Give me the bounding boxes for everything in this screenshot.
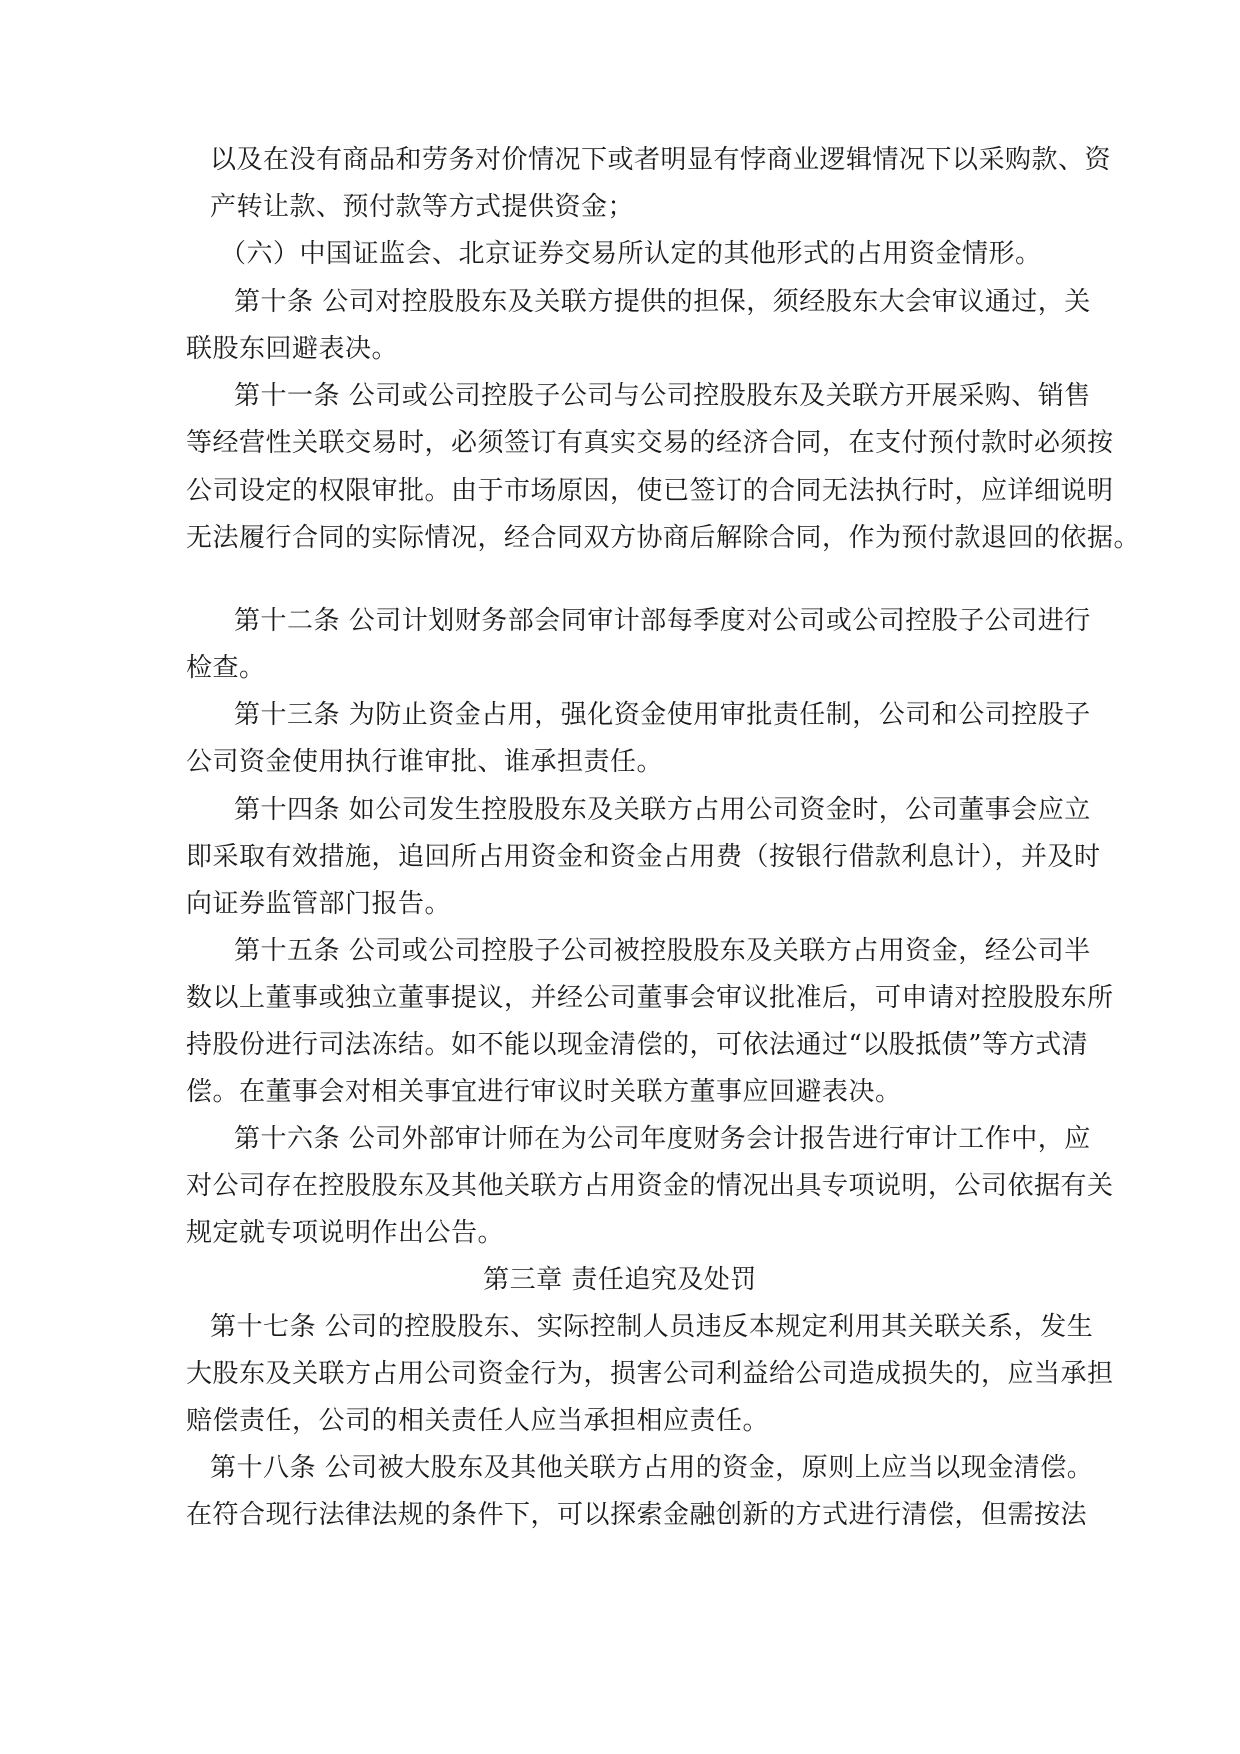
text-line: 联股东回避表决。 (186, 334, 399, 364)
text-line: 产转让款、预付款等方式提供资金； (210, 192, 635, 222)
text-line: 以及在没有商品和劳务对价情况下或者明显有悖商业逻辑情况下以采购款、资 (210, 145, 1112, 175)
text-line: 数以上董事或独立董事提议，并经公司董事会审议批准后，可申请对控股股东所 (186, 983, 1114, 1013)
text-line: 公司资金使用执行谁审批、谁承担责任。 (186, 747, 664, 777)
text-line: 无法履行合同的实际情况，经合同双方协商后解除合同，作为预付款退回的依据。 (186, 523, 1141, 553)
article-12-line: 第十二条 公司计划财务部会同审计部每季度对公司或公司控股子公司进行 (234, 606, 1091, 636)
text-line: 向证券监管部门报告。 (186, 889, 452, 919)
text-line: （六）中国证监会、北京证券交易所认定的其他形式的占用资金情形。 (220, 239, 1042, 269)
article-11-line: 第十一条 公司或公司控股子公司与公司控股股东及关联方开展采购、销售 (234, 381, 1091, 411)
text-line: 检查。 (186, 653, 266, 683)
article-15-line: 第十五条 公司或公司控股子公司被控股股东及关联方占用资金，经公司半 (234, 936, 1091, 966)
text-line: 大股东及关联方占用公司资金行为，损害公司利益给公司造成损失的，应当承担 (186, 1359, 1114, 1389)
article-10-line: 第十条 公司对控股股东及关联方提供的担保，须经股东大会审议通过，关 (234, 287, 1091, 317)
article-14-line: 第十四条 如公司发生控股股东及关联方占用公司资金时，公司董事会应立 (234, 795, 1091, 825)
text-line: 即采取有效措施，追回所占用资金和资金占用费（按银行借款利息计），并及时 (186, 842, 1101, 872)
article-13-line: 第十三条 为防止资金占用，强化资金使用审批责任制，公司和公司控股子 (234, 700, 1091, 730)
text-line: 偿。在董事会对相关事宜进行审议时关联方董事应回避表决。 (186, 1077, 902, 1107)
article-17-line: 第十七条 公司的控股股东、实际控制人员违反本规定利用其关联关系，发生 (210, 1312, 1094, 1342)
text-line: 对公司存在控股股东及其他关联方占用资金的情况出具专项说明，公司依据有关 (186, 1171, 1114, 1201)
text-line: 在符合现行法律法规的条件下，可以探索金融创新的方式进行清偿，但需按法 (186, 1500, 1088, 1530)
chapter-heading: 第三章 责任追究及处罚 (483, 1265, 757, 1295)
text-line: 持股份进行司法冻结。如不能以现金清偿的，可依法通过“以股抵债”等方式清 (186, 1030, 1089, 1060)
article-16-line: 第十六条 公司外部审计师在为公司年度财务会计报告进行审计工作中，应 (234, 1124, 1091, 1154)
text-line: 规定就专项说明作出公告。 (186, 1218, 505, 1248)
text-line: 等经营性关联交易时，必须签订有真实交易的经济合同，在支付预付款时必须按 (186, 428, 1114, 458)
article-18-line: 第十八条 公司被大股东及其他关联方占用的资金，原则上应当以现金清偿。 (210, 1453, 1094, 1483)
text-line: 公司设定的权限审批。由于市场原因，使已签订的合同无法执行时，应详细说明 (186, 476, 1114, 506)
text-line: 赔偿责任，公司的相关责任人应当承担相应责任。 (186, 1406, 770, 1436)
